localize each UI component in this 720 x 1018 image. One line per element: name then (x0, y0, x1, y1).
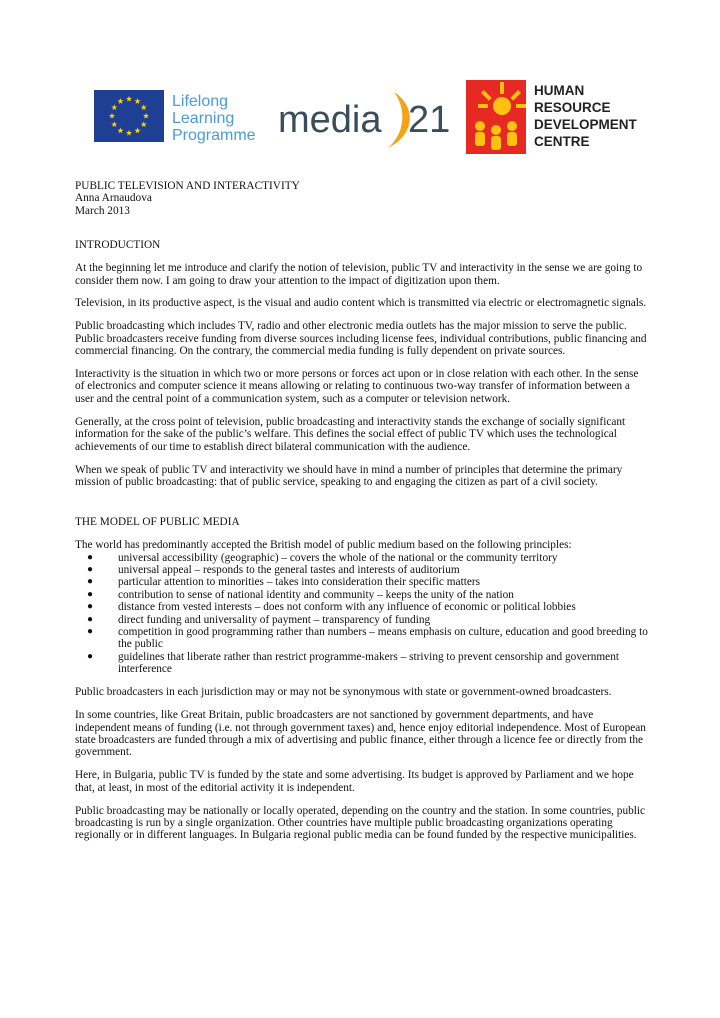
hrdc-line-3: DEVELOPMENT (534, 117, 637, 132)
bullet-icon: ● (87, 613, 94, 625)
model-paragraph: In some countries, like Great Britain, public broadcasters are not sanctioned by government departments, and have independent means of funding (i.e. not through government taxes) and, hence enjoy editorial independence. Most of European state broadcasters are funded through a mix of advertising and public finance, either through a licence fee or directly from the government. (75, 709, 646, 759)
bullet-icon: ● (87, 588, 94, 600)
hrdc-logo (466, 80, 646, 154)
model-lead: The world has predominantly accepted the British model of public medium based on the following principles: (75, 539, 572, 552)
bullet-icon: ● (87, 650, 94, 662)
document-date: March 2013 (75, 204, 130, 217)
intro-paragraph: At the beginning let me introduce and clarify the notion of television, public TV and interactivity in the sense we are going to consider them now. I am going to draw your attention to the impact of digitization upon them. (75, 262, 643, 287)
media21-text: media (278, 99, 382, 141)
bullet-icon: ● (87, 601, 94, 613)
list-item (75, 564, 650, 576)
document-title: PUBLIC TELEVISION AND INTERACTIVITY (75, 180, 300, 192)
list-item (75, 576, 650, 588)
bullet-icon: ● (87, 551, 94, 563)
intro-paragraph: Generally, at the cross point of television, public broadcasting and interactivity stands the exchange of socially significant information for the sake of the public’s welfare. This defines the social effect of public TV which uses the technological achievements of our time to establish direct bilateral communication with the audience. (75, 415, 626, 453)
lifelong-learning-programme-logo (94, 88, 264, 144)
lifelong-line-2: Learning (172, 110, 235, 127)
intro-paragraph: When we speak of public TV and interactivity we should have in mind a number of principles that determine the primary mission of public broadcasting: that of public service, speaking to and engaging the citizen as part of a civil society. (75, 463, 623, 488)
media21-number: 21 (408, 99, 451, 141)
list-item (75, 589, 650, 601)
list-item (75, 552, 650, 564)
document-header (75, 180, 650, 217)
list-item-text: distance from vested interests – does not conform with any influence of economic or political lobbies (118, 601, 576, 614)
list-item-text: particular attention to minorities – takes into consideration their specific matters (118, 576, 481, 589)
list-item-text: universal appeal – responds to the general tastes and interests of auditorium (118, 564, 460, 577)
list-item (75, 601, 650, 613)
list-item-text: universal accessibility (geographic) – covers the whole of the national or the community territory (118, 551, 558, 564)
intro-heading: INTRODUCTION (75, 239, 161, 252)
model-paragraph: Here, in Bulgaria, public TV is funded by the state and some advertising. Its budget is approved by Parliament and we hope that, at least, in most of the editorial activity it is independent. (75, 769, 634, 794)
logo-banner (94, 80, 654, 156)
intro-paragraph: Television, in its productive aspect, is the visual and audio content which is transmitted via electric or electromagnetic signals. (75, 297, 647, 310)
list-item-text: competition in good programming rather than numbers – means emphasis on culture, education and good breeding to the public (118, 626, 648, 651)
bullet-icon: ● (87, 576, 94, 588)
list-item (75, 626, 650, 651)
document-body (75, 180, 650, 852)
bullet-icon: ● (87, 626, 94, 638)
lifelong-line-3: Programme (172, 127, 256, 144)
intro-paragraph: Interactivity is the situation in which two or more persons or forces act upon or in close relation with each other. In the sense of electronics and computer science it means allowing or relating to continuous two-way transfer of information between a user and the central point of a communication system, such as a computer or television network. (75, 368, 639, 405)
list-item (75, 651, 650, 676)
hrdc-line-2: RESOURCE (534, 100, 611, 115)
media21-arc-icon (388, 92, 410, 148)
list-item (75, 614, 650, 626)
list-item-text: guidelines that liberate rather than restrict programme-makers – striving to prevent censorship and government interference (118, 650, 619, 676)
model-paragraph: Public broadcasting may be nationally or locally operated, depending on the country and the station. In some countries, public broadcasting is run by a single organization. Other countries have multiple public broadcasting organizations operating regionally or in different languages. In Bulgaria regional public media can be found funded by the respective municipalities. (75, 804, 646, 842)
document-author: Anna Arnaudova (75, 192, 152, 205)
list-item-text: contribution to sense of national identity and community – keeps the unity of the nation (118, 588, 514, 601)
media21-logo (276, 86, 451, 152)
principles-list (75, 552, 650, 676)
model-paragraph: Public broadcasters in each jurisdiction may or may not be synonymous with state or government-owned broadcasters. (75, 686, 612, 699)
bullet-icon: ● (87, 564, 94, 576)
lifelong-line-1: Lifelong (172, 93, 229, 110)
hrdc-line-1: HUMAN (534, 83, 585, 98)
model-heading: THE MODEL OF PUBLIC MEDIA (75, 516, 240, 529)
hrdc-line-4: CENTRE (534, 134, 590, 149)
intro-paragraph: Public broadcasting which includes TV, radio and other electronic media outlets has the major mission to serve the public. Public broadcasters receive funding from diverse sources including license fees, individual contributions, public financing and commercial financing. On the contrary, the commercial media funding is fully dependent on private sources. (75, 320, 647, 358)
list-item-text: direct funding and universality of payment – transparency of funding (118, 613, 431, 626)
